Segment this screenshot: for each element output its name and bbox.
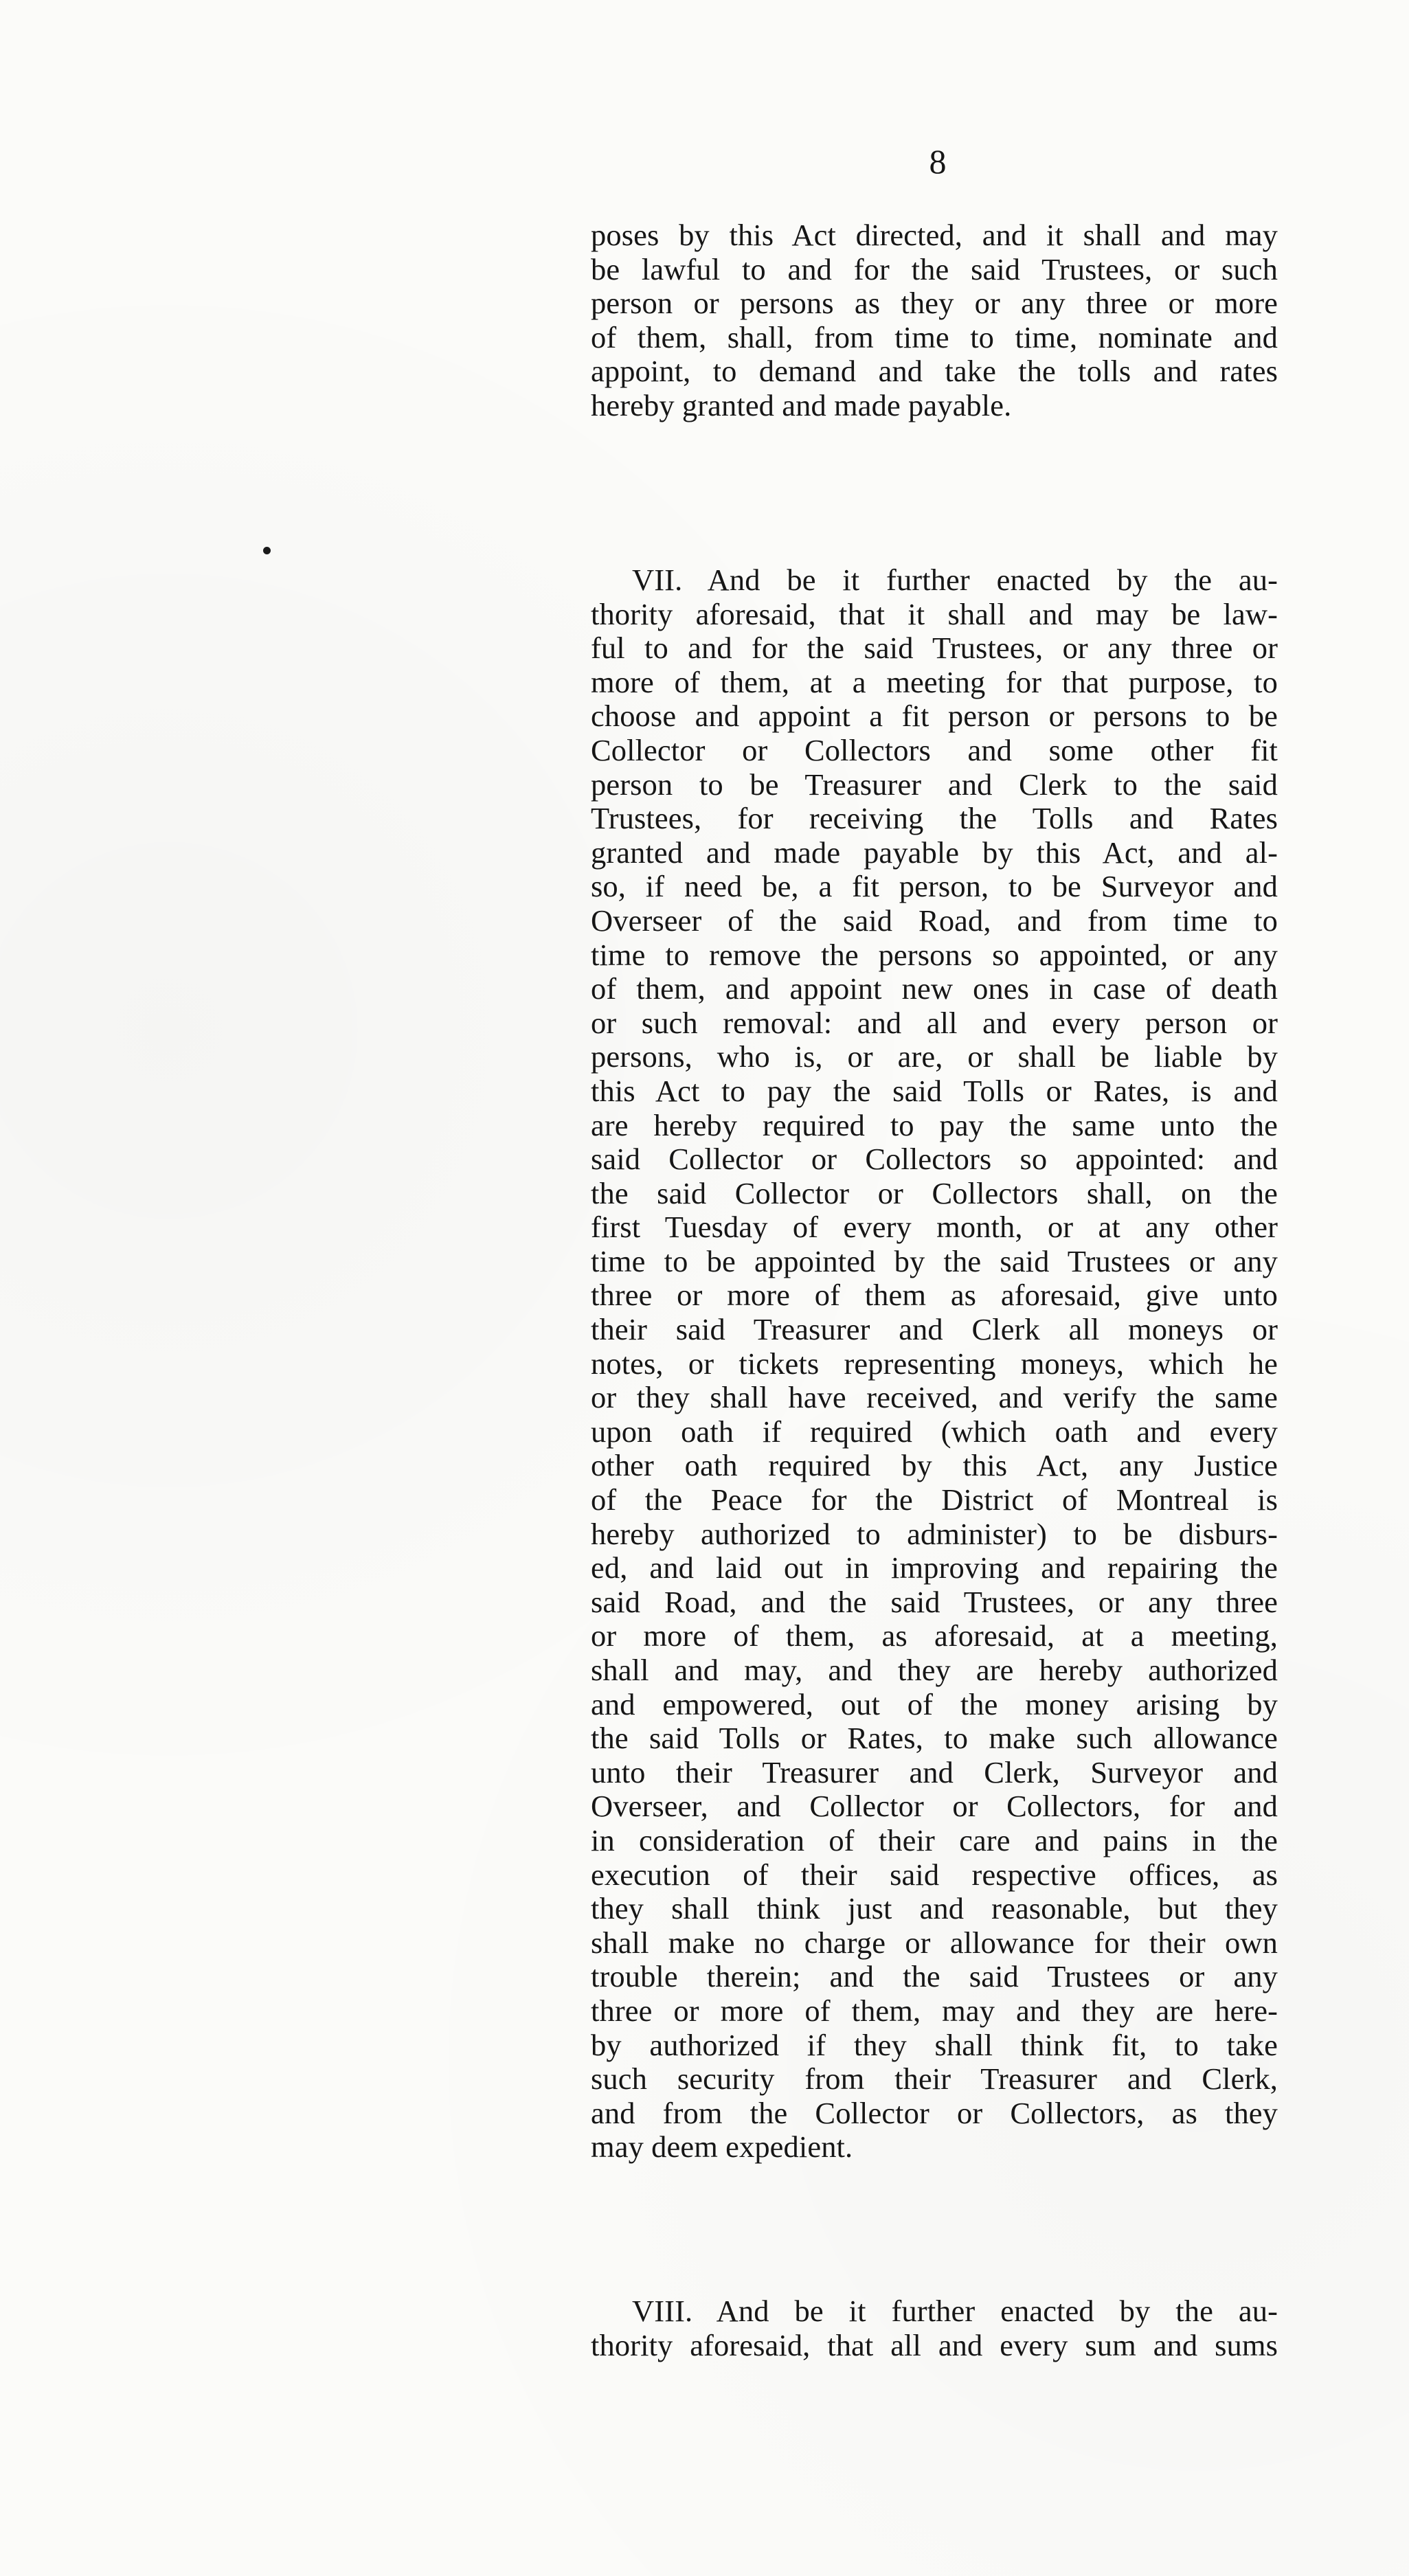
paragraph-continuation	[591, 218, 1278, 423]
text-line: three or more of them as aforesaid, give unto	[591, 1278, 1278, 1313]
text-line: this Act to pay the said Tolls or Rates, is and	[591, 1073, 1278, 1108]
text-line: execution of their said respective offices, as	[591, 1857, 1278, 1892]
text-line: so, if need be, a fit person, to be Surveyor and	[591, 869, 1278, 904]
text-line: said Collector or Collectors so appointed: and	[591, 1142, 1278, 1177]
text-line: and empowered, out of the money arising by	[591, 1686, 1278, 1721]
text-line: upon oath if required (which oath and every	[591, 1414, 1278, 1449]
text-line: persons, who is, or are, or shall be liable by	[591, 1039, 1278, 1074]
text-line: granted and made payable by this Act, and al-	[591, 835, 1278, 870]
text-line: other oath required by this Act, any Justice	[591, 1448, 1278, 1483]
text-line: first Tuesday of every month, or at any other	[591, 1210, 1278, 1245]
text-line: such security from their Treasurer and Clerk,	[591, 2061, 1278, 2097]
text-line: in consideration of their care and pains in the	[591, 1822, 1278, 1857]
text-line: thority aforesaid, that all and every sum and sums	[591, 2327, 1278, 2362]
text-line: ful to and for the said Trustees, or any three or	[591, 631, 1278, 666]
section-viii-paragraph	[591, 2294, 1278, 2362]
text-line: hereby authorized to administer) to be disburs-	[591, 1516, 1278, 1551]
text-line: VII. And be it further enacted by the au-	[632, 563, 1278, 597]
text-line: shall and may, and they are hereby authorized	[591, 1653, 1278, 1687]
text-line: may deem expedient.	[591, 2129, 853, 2165]
text-line: person or persons as they or any three or more	[591, 286, 1278, 321]
text-line: and from the Collector or Collectors, as they	[591, 2095, 1278, 2130]
text-line: VIII. And be it further enacted by the au-	[632, 2294, 1278, 2328]
text-line: ed, and laid out in improving and repairing the	[591, 1550, 1278, 1585]
text-line: their said Treasurer and Clerk all moneys or	[591, 1312, 1278, 1347]
text-line: poses by this Act directed, and it shall and may	[591, 218, 1278, 252]
text-line: hereby granted and made payable.	[591, 387, 1012, 422]
text-line: of the Peace for the District of Montreal is	[591, 1482, 1278, 1517]
text-line: time to remove the persons so appointed, or any	[591, 937, 1278, 972]
text-line: thority aforesaid, that it shall and may be law-	[591, 596, 1278, 631]
text-line: Collector or Collectors and some other fit	[591, 732, 1278, 767]
text-line: person to be Treasurer and Clerk to the said	[591, 767, 1278, 802]
text-line: by authorized if they shall think fit, to take	[591, 2027, 1278, 2062]
text-line: or more of them, as aforesaid, at a meeting,	[591, 1618, 1278, 1653]
text-line: appoint, to demand and take the tolls and rates	[591, 354, 1278, 389]
text-line: of them, and appoint new ones in case of death	[591, 971, 1278, 1006]
text-line: notes, or tickets representing moneys, which he	[591, 1346, 1278, 1381]
text-line: or they shall have received, and verify the same	[591, 1380, 1278, 1415]
text-line: more of them, at a meeting for that purpose, to	[591, 664, 1278, 699]
text-line: Overseer, and Collector or Collectors, for and	[591, 1789, 1278, 1824]
text-line: Overseer of the said Road, and from time to	[591, 903, 1278, 938]
ink-dot	[263, 547, 271, 554]
text-line: Trustees, for receiving the Tolls and Rates	[591, 801, 1278, 836]
text-line: said Road, and the said Trustees, or any three	[591, 1584, 1278, 1619]
text-line: shall make no charge or allowance for their own	[591, 1925, 1278, 1960]
text-line: trouble therein; and the said Trustees or any	[591, 1959, 1278, 1994]
text-line: are hereby required to pay the same unto the	[591, 1107, 1278, 1142]
text-line: choose and appoint a fit person or persons to be	[591, 699, 1278, 734]
text-line: they shall think just and reasonable, but they	[591, 1891, 1278, 1926]
text-line: three or more of them, may and they are here-	[591, 1993, 1278, 2028]
text-line: be lawful to and for the said Trustees, or such	[591, 251, 1278, 286]
section-vii-paragraph	[591, 563, 1278, 2165]
text-line: or such removal: and all and every person or	[591, 1005, 1278, 1040]
text-line: of them, shall, from time to time, nominate and	[591, 319, 1278, 354]
text-line: the said Tolls or Rates, to make such allowance	[591, 1721, 1278, 1756]
text-line: the said Collector or Collectors shall, on the	[591, 1175, 1278, 1210]
page-number: 8	[929, 142, 947, 181]
text-line: time to be appointed by the said Trustees or any	[591, 1243, 1278, 1278]
text-line: unto their Treasurer and Clerk, Surveyor and	[591, 1754, 1278, 1789]
